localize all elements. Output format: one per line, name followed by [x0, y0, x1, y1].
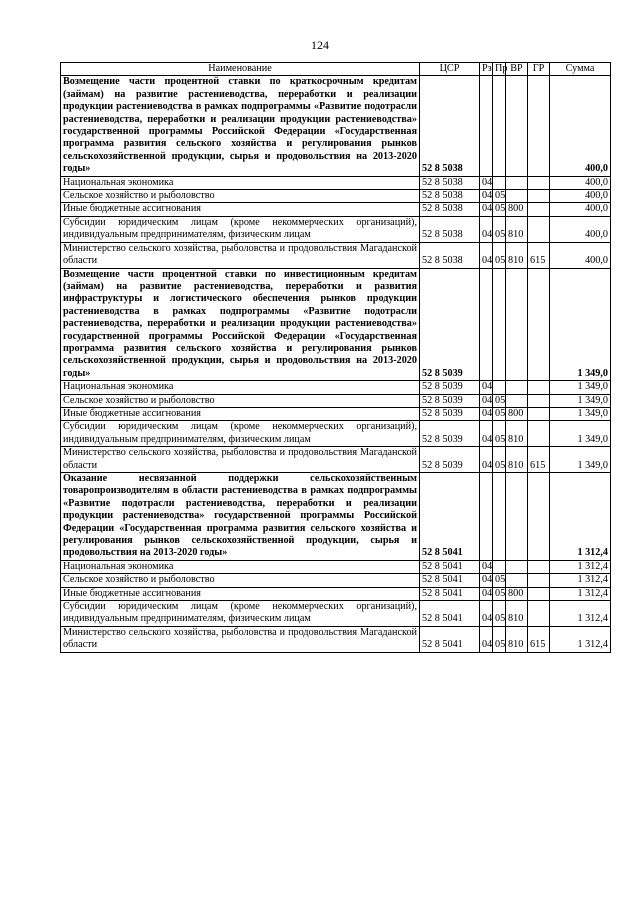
table-row	[61, 407, 611, 420]
row-sum: 1 312,4	[550, 601, 611, 627]
row-vr: 800	[506, 203, 528, 216]
row-sum: 400,0	[550, 176, 611, 189]
row-rz: 04	[480, 407, 493, 420]
row-sum: 400,0	[550, 76, 611, 176]
row-csr: 52 8 5039	[420, 381, 480, 394]
row-rz: 04	[480, 242, 493, 268]
row-rz: 04	[480, 626, 493, 652]
row-csr: 52 8 5038	[420, 216, 480, 242]
row-name: Министерство сельского хозяйства, рыболовства и продовольствия Магаданской области	[61, 447, 420, 473]
row-sum: 1 312,4	[550, 587, 611, 600]
row-vr	[506, 176, 528, 189]
column-header-csr: ЦСР	[420, 63, 480, 76]
row-rz	[480, 76, 493, 176]
row-sum: 1 312,4	[550, 560, 611, 573]
row-sum: 1 349,0	[550, 381, 611, 394]
row-csr: 52 8 5038	[420, 242, 480, 268]
row-sum: 1 349,0	[550, 268, 611, 381]
row-gr	[528, 407, 550, 420]
row-vr	[506, 268, 528, 381]
column-header-name: Наименование	[61, 63, 420, 76]
row-gr	[528, 587, 550, 600]
row-pr: 05	[493, 203, 506, 216]
row-vr	[506, 394, 528, 407]
row-pr: 05	[493, 626, 506, 652]
row-vr	[506, 76, 528, 176]
row-vr: 810	[506, 421, 528, 447]
row-rz: 04	[480, 381, 493, 394]
row-gr: 615	[528, 447, 550, 473]
row-pr: 05	[493, 242, 506, 268]
table-row	[61, 587, 611, 600]
table-row	[61, 381, 611, 394]
row-gr	[528, 394, 550, 407]
row-vr	[506, 574, 528, 587]
row-gr	[528, 560, 550, 573]
row-sum: 1 349,0	[550, 447, 611, 473]
row-name: Иные бюджетные ассигнования	[61, 407, 420, 420]
row-name: Министерство сельского хозяйства, рыболовства и продовольствия Магаданской области	[61, 626, 420, 652]
row-rz	[480, 268, 493, 381]
row-vr: 810	[506, 216, 528, 242]
row-gr	[528, 216, 550, 242]
row-vr	[506, 381, 528, 394]
row-vr: 800	[506, 587, 528, 600]
row-sum: 1 349,0	[550, 407, 611, 420]
table-row	[61, 560, 611, 573]
row-csr: 52 8 5041	[420, 587, 480, 600]
row-rz: 04	[480, 601, 493, 627]
row-gr	[528, 76, 550, 176]
row-pr	[493, 76, 506, 176]
row-vr	[506, 473, 528, 561]
row-sum: 400,0	[550, 190, 611, 203]
row-csr: 52 8 5039	[420, 407, 480, 420]
row-pr: 05	[493, 394, 506, 407]
page-number: 124	[311, 38, 329, 52]
table-row	[61, 473, 611, 561]
row-rz: 04	[480, 203, 493, 216]
row-vr: 810	[506, 601, 528, 627]
row-name: Сельское хозяйство и рыболовство	[61, 394, 420, 407]
row-name: Иные бюджетные ассигнования	[61, 203, 420, 216]
row-csr: 52 8 5039	[420, 447, 480, 473]
row-rz: 04	[480, 587, 493, 600]
row-vr: 800	[506, 407, 528, 420]
row-csr: 52 8 5038	[420, 203, 480, 216]
row-vr	[506, 190, 528, 203]
row-csr: 52 8 5039	[420, 268, 480, 381]
row-pr	[493, 176, 506, 189]
table-row	[61, 447, 611, 473]
row-csr: 52 8 5041	[420, 560, 480, 573]
row-gr	[528, 190, 550, 203]
table-row	[61, 203, 611, 216]
row-csr: 52 8 5041	[420, 574, 480, 587]
table-row	[61, 601, 611, 627]
row-rz: 04	[480, 574, 493, 587]
row-name: Оказание несвязанной поддержки сельскохозяйственным товаропроизводителям в области растениеводства в рамках подпрограммы «Развитие подотрасли растениеводства, переработки и реализации продукции растениеводства» государственной программы Российской Федерации «Государственная программа развития сельского хозяйства и регулирования рынков сельскохозяйственной продукции, сырья и продовольствия на 2013-2020 годы»	[61, 473, 420, 561]
row-csr: 52 8 5041	[420, 626, 480, 652]
row-rz: 04	[480, 560, 493, 573]
row-name: Возмещение части процентной ставки по инвестиционным кредитам (займам) на развитие растениеводства, переработки и развития инфраструктуры и логистического обеспечения рынков продукции растениеводства в рамках подпрограммы «Развитие подотрасли растениеводства, переработки и реализации продукции растениеводства» государственной программы Российской Федерации «Государственная программа развития сельского хозяйства и регулирования рынков сельскохозяйственной продукции, сырья и продовольствия на 2013-2020 годы»	[61, 268, 420, 381]
row-gr	[528, 268, 550, 381]
row-gr: 615	[528, 626, 550, 652]
row-gr	[528, 381, 550, 394]
row-name: Министерство сельского хозяйства, рыболовства и продовольствия Магаданской области	[61, 242, 420, 268]
row-pr: 05	[493, 447, 506, 473]
row-gr	[528, 203, 550, 216]
table-row	[61, 242, 611, 268]
row-name: Национальная экономика	[61, 176, 420, 189]
row-name: Субсидии юридическим лицам (кроме некоммерческих организаций), индивидуальным предпринимателям, физическим лицам	[61, 601, 420, 627]
row-pr: 05	[493, 574, 506, 587]
row-pr: 05	[493, 407, 506, 420]
row-rz: 04	[480, 394, 493, 407]
row-sum: 1 349,0	[550, 421, 611, 447]
row-vr	[506, 560, 528, 573]
row-gr	[528, 601, 550, 627]
table-row	[61, 421, 611, 447]
row-rz	[480, 473, 493, 561]
column-header-gr: ГР	[528, 63, 550, 76]
row-sum: 400,0	[550, 203, 611, 216]
row-gr	[528, 574, 550, 587]
row-gr: 615	[528, 242, 550, 268]
row-csr: 52 8 5041	[420, 473, 480, 561]
table-header-row	[61, 63, 611, 76]
row-sum: 1 312,4	[550, 574, 611, 587]
row-pr: 05	[493, 601, 506, 627]
row-name: Сельское хозяйство и рыболовство	[61, 574, 420, 587]
row-vr: 810	[506, 447, 528, 473]
row-rz: 04	[480, 176, 493, 189]
column-header-sum: Сумма	[550, 63, 611, 76]
row-name: Субсидии юридическим лицам (кроме некоммерческих организаций), индивидуальным предпринимателям, физическим лицам	[61, 216, 420, 242]
table-row	[61, 394, 611, 407]
budget-table	[60, 62, 611, 653]
table-body	[61, 76, 611, 652]
table-row	[61, 574, 611, 587]
table-row	[61, 76, 611, 176]
row-csr: 52 8 5038	[420, 76, 480, 176]
row-sum: 400,0	[550, 242, 611, 268]
row-csr: 52 8 5038	[420, 190, 480, 203]
row-sum: 1 349,0	[550, 394, 611, 407]
row-rz: 04	[480, 421, 493, 447]
row-pr: 05	[493, 587, 506, 600]
row-csr: 52 8 5039	[420, 394, 480, 407]
row-rz: 04	[480, 216, 493, 242]
row-sum: 1 312,4	[550, 473, 611, 561]
row-csr: 52 8 5041	[420, 601, 480, 627]
row-pr: 05	[493, 421, 506, 447]
column-header-rz: Рз	[480, 63, 493, 76]
row-rz: 04	[480, 447, 493, 473]
row-pr: 05	[493, 216, 506, 242]
row-name: Субсидии юридическим лицам (кроме некоммерческих организаций), индивидуальным предпринимателям, физическим лицам	[61, 421, 420, 447]
table-row	[61, 268, 611, 381]
row-name: Национальная экономика	[61, 560, 420, 573]
row-name: Национальная экономика	[61, 381, 420, 394]
row-csr: 52 8 5039	[420, 421, 480, 447]
row-name: Возмещение части процентной ставки по краткосрочным кредитам (займам) на развитие растениеводства, переработки и реализации продукции растениеводства в рамках подпрограммы «Развитие подотрасли растениеводства, переработки и реализации продукции растениеводства» государственной программы Российской Федерации «Государственная программа развития сельского хозяйства и регулирования рынков сельскохозяйственной продукции, сырья и продовольствия на 2013-2020 годы»	[61, 76, 420, 176]
row-pr	[493, 268, 506, 381]
row-pr	[493, 473, 506, 561]
row-sum: 1 312,4	[550, 626, 611, 652]
table-row	[61, 176, 611, 189]
row-vr: 810	[506, 626, 528, 652]
row-sum: 400,0	[550, 216, 611, 242]
row-vr: 810	[506, 242, 528, 268]
row-gr	[528, 421, 550, 447]
column-header-pr: Пр	[493, 63, 506, 76]
row-gr	[528, 176, 550, 189]
row-name: Сельское хозяйство и рыболовство	[61, 190, 420, 203]
column-header-vr: ВР	[506, 63, 528, 76]
table-row	[61, 190, 611, 203]
row-pr	[493, 381, 506, 394]
row-name: Иные бюджетные ассигнования	[61, 587, 420, 600]
row-pr	[493, 560, 506, 573]
row-rz: 04	[480, 190, 493, 203]
table-row	[61, 626, 611, 652]
row-csr: 52 8 5038	[420, 176, 480, 189]
row-gr	[528, 473, 550, 561]
table-row	[61, 216, 611, 242]
row-pr: 05	[493, 190, 506, 203]
